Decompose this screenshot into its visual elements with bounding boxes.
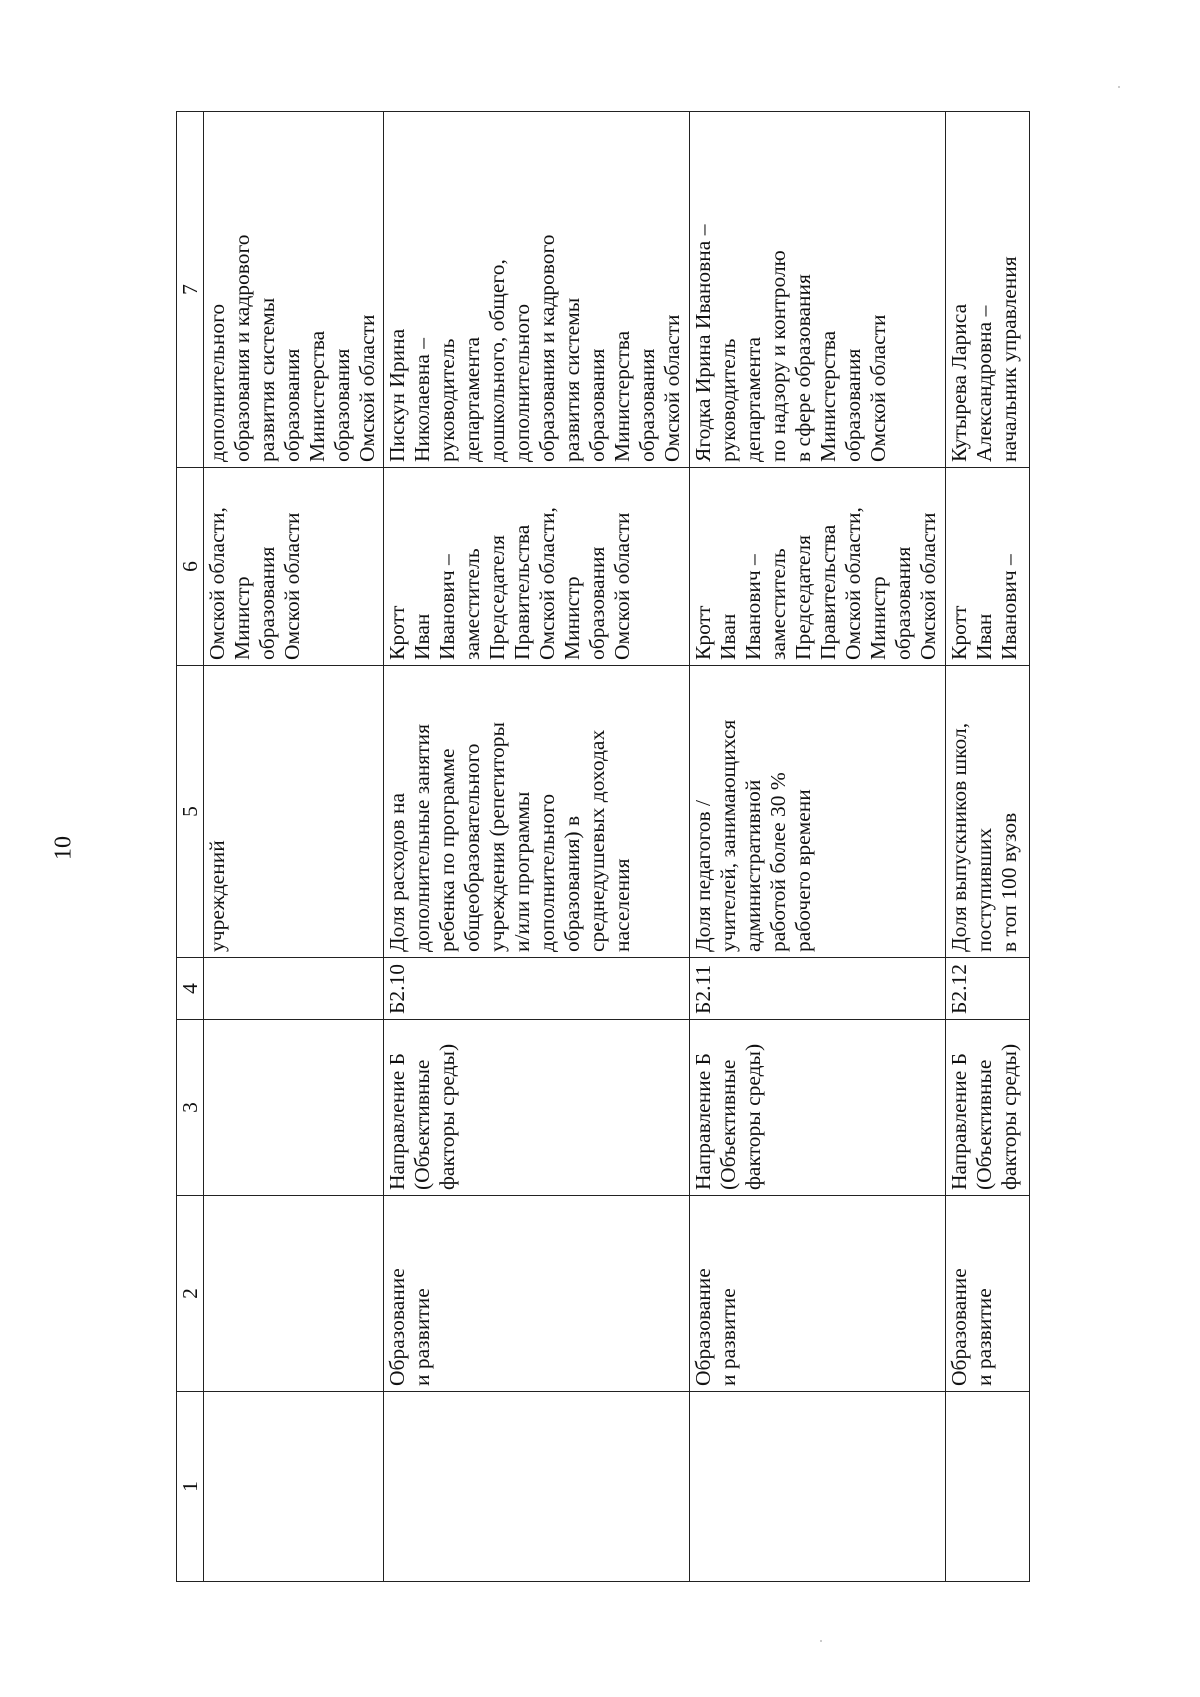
table-row	[690, 112, 946, 1582]
cell-code	[204, 958, 384, 1020]
cell-responsible: Кротт Иван Иванович – заместитель Председателя Правительства Омской области, Министр образования Омской области	[690, 468, 946, 666]
cell-area: Образование и развитие	[690, 1196, 946, 1392]
scan-speck	[1118, 86, 1120, 88]
cell-number	[384, 1392, 690, 1582]
cell-code: Б2.10	[384, 958, 690, 1020]
cell-executor: Ягодка Ирина Ивановна – руководитель департамента по надзору и контролю в сфере образования Министерства образования Омской области	[690, 112, 946, 468]
header-col-7: 7	[177, 112, 204, 468]
cell-indicator: Доля расходов на дополнительные занятия ребенка по программе общеобразовательного учреждения (репетиторы и/или программы дополнительного образования) в среднедушевых доходах населения	[384, 666, 690, 958]
page-number: 10	[50, 836, 77, 860]
cell-indicator: учреждений	[204, 666, 384, 958]
table-row	[204, 112, 384, 1582]
cell-indicator: Доля педагогов / учителей, занимающихся административной работой более 30 % рабочего времени	[690, 666, 946, 958]
cell-direction: Направление Б (Объективные факторы среды)	[946, 1020, 1030, 1196]
rotated-table-container	[176, 112, 1084, 1582]
scan-speck	[820, 1640, 822, 1642]
table-row	[946, 112, 1030, 1582]
cell-indicator: Доля выпускников школ, поступивших в топ 100 вузов	[946, 666, 1030, 958]
header-col-2: 2	[177, 1196, 204, 1392]
cell-number	[204, 1392, 384, 1582]
cell-area: Образование и развитие	[384, 1196, 690, 1392]
header-col-5: 5	[177, 666, 204, 958]
cell-code: Б2.11	[690, 958, 946, 1020]
cell-code: Б2.12	[946, 958, 1030, 1020]
cell-responsible: Кротт Иван Иванович – заместитель Председателя Правительства Омской области, Министр образования Омской области	[384, 468, 690, 666]
table-header-row	[177, 112, 204, 1582]
cell-direction: Направление Б (Объективные факторы среды)	[690, 1020, 946, 1196]
cell-direction	[204, 1020, 384, 1196]
header-col-1: 1	[177, 1392, 204, 1582]
cell-executor: дополнительного образования и кадрового развития системы образования Министерства образования Омской области	[204, 112, 384, 468]
cell-responsible: Кротт Иван Иванович –	[946, 468, 1030, 666]
cell-area	[204, 1196, 384, 1392]
header-col-3: 3	[177, 1020, 204, 1196]
cell-direction: Направление Б (Объективные факторы среды)	[384, 1020, 690, 1196]
cell-executor: Пискун Ирина Николаевна – руководитель департамента дошкольного, общего, дополнительного образования и кадрового развития системы образования Министерства образования Омской области	[384, 112, 690, 468]
header-col-6: 6	[177, 468, 204, 666]
cell-number	[946, 1392, 1030, 1582]
indicators-table	[176, 111, 1030, 1582]
cell-responsible: Омской области, Министр образования Омской области	[204, 468, 384, 666]
cell-number	[690, 1392, 946, 1582]
table-row	[384, 112, 690, 1582]
cell-executor: Кутырева Лариса Александровна – начальник управления	[946, 112, 1030, 468]
header-col-4: 4	[177, 958, 204, 1020]
cell-area: Образование и развитие	[946, 1196, 1030, 1392]
